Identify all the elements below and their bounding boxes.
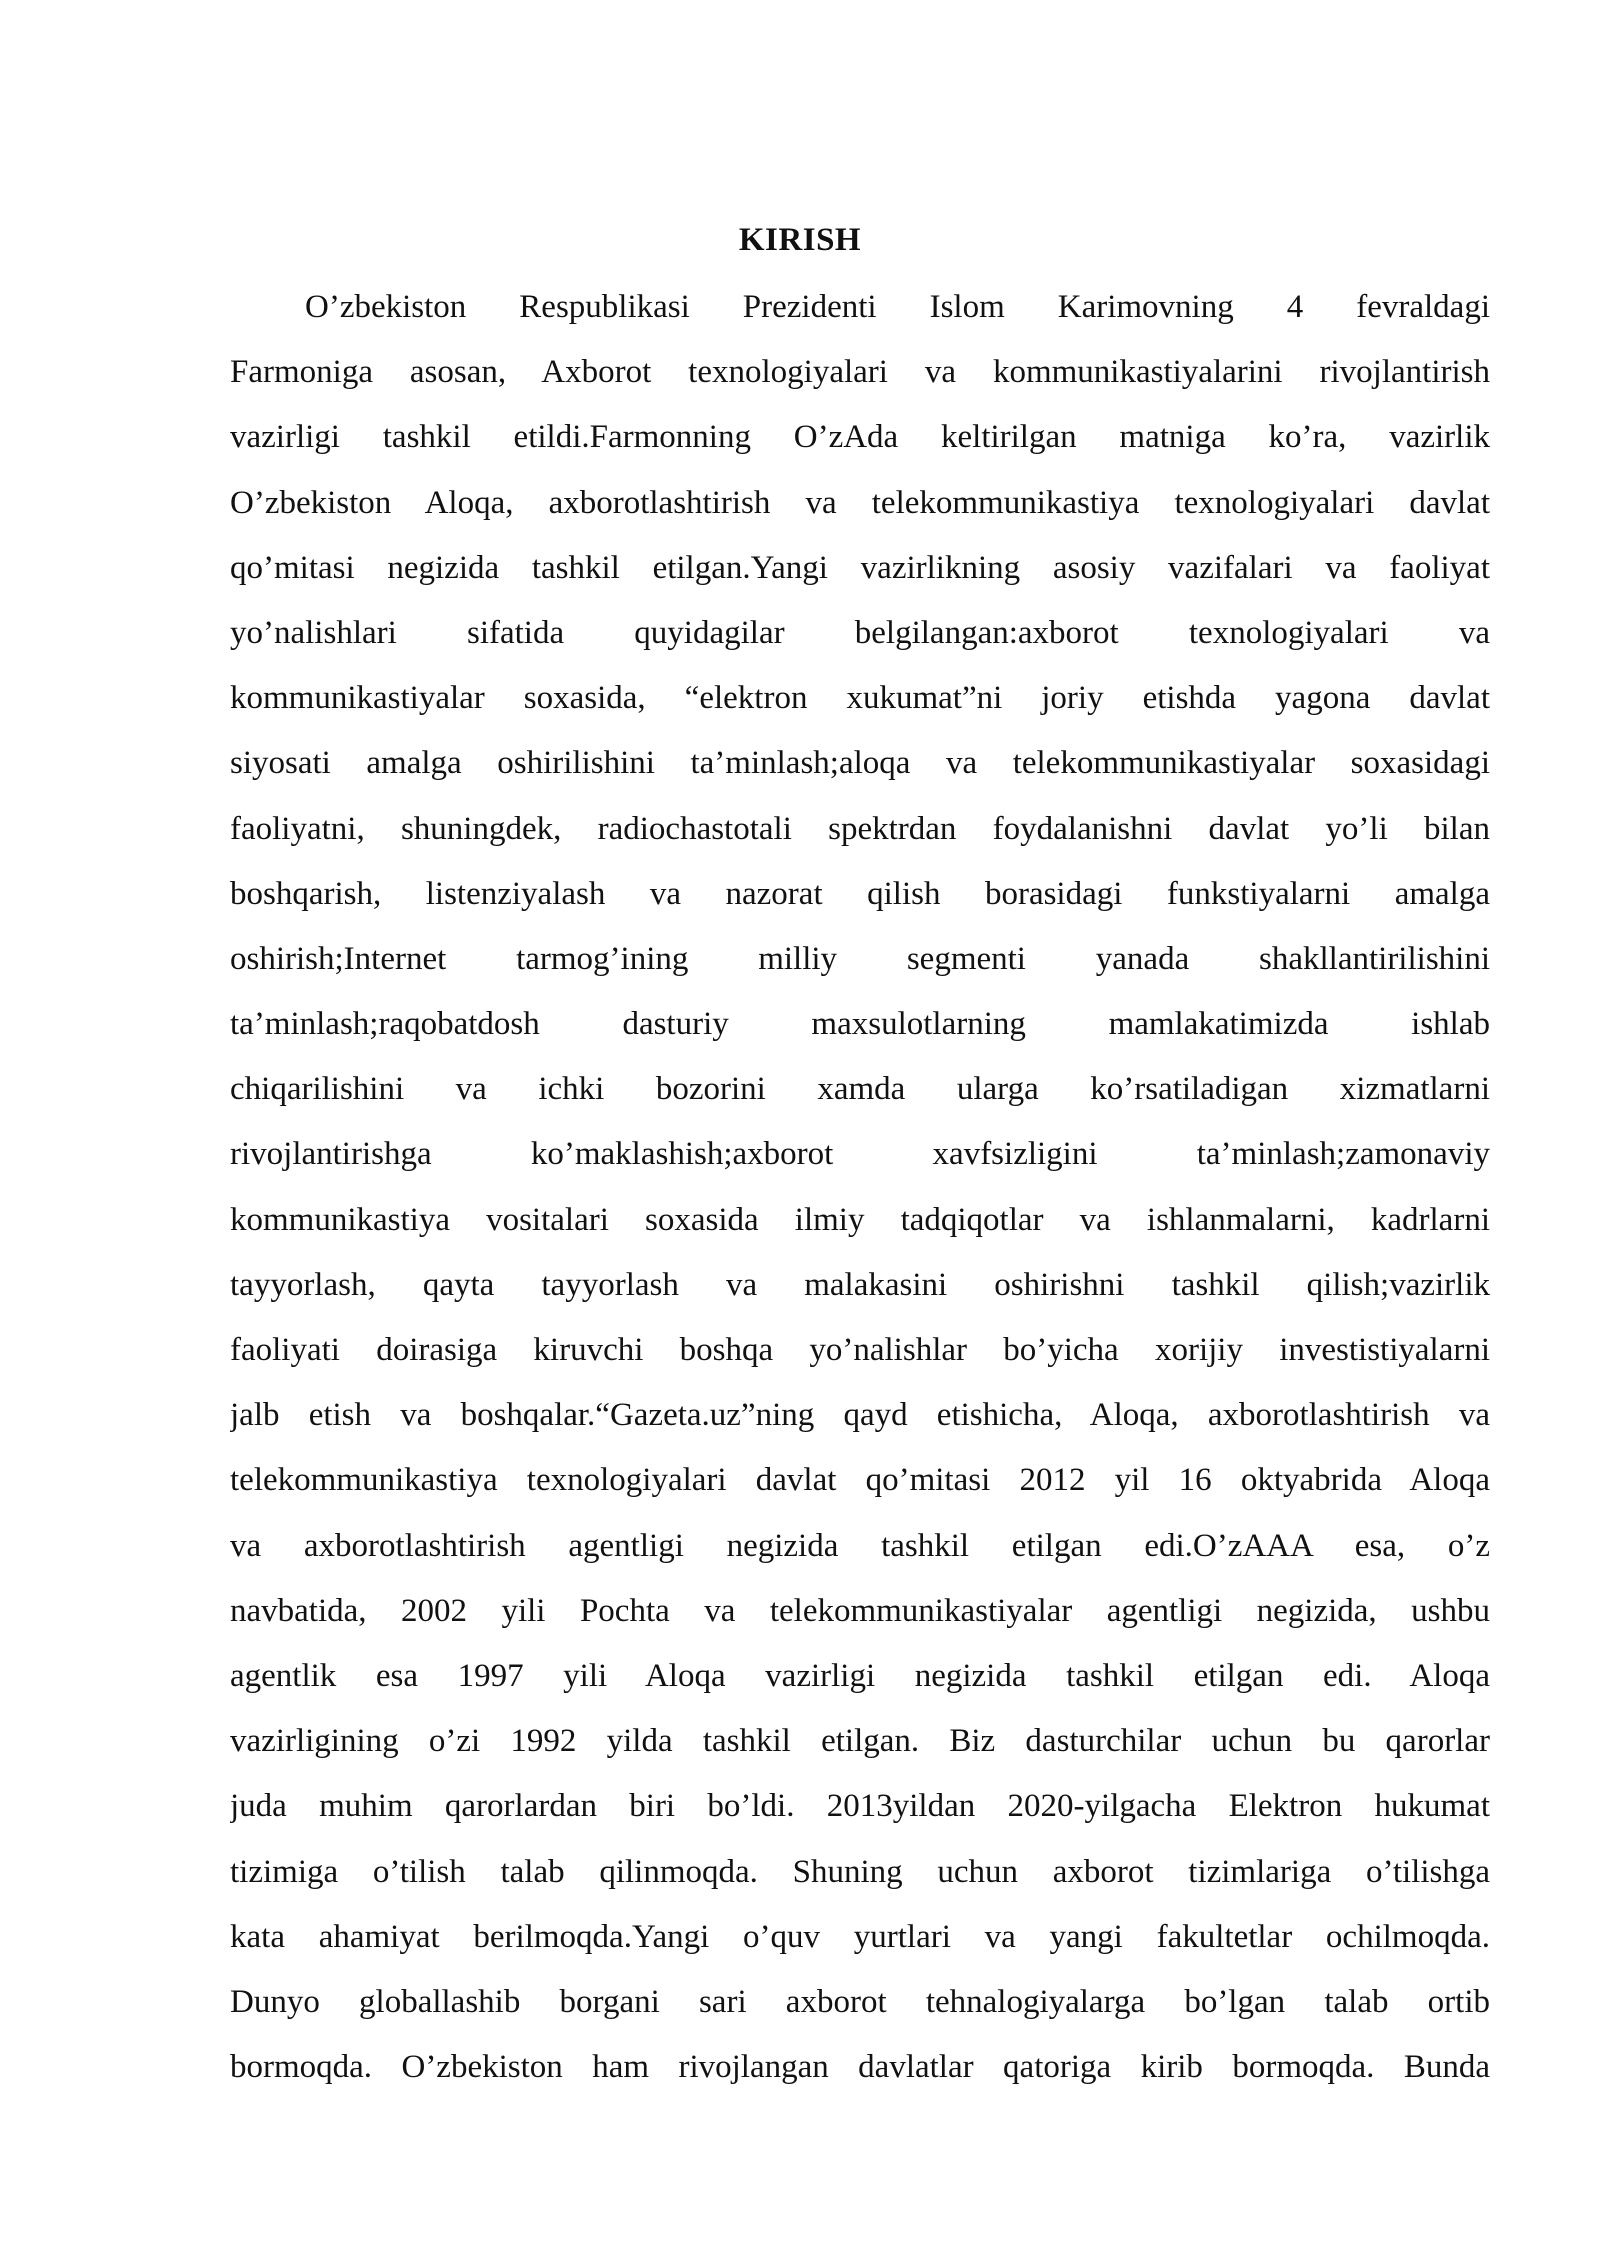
text-line: Farmoniga asosan, Axborot texnologiyalari va kommunikastiyalarini rivojlantirish [230,354,1490,391]
text-line: oshirish;Internet tarmog’ining milliy segmenti yanada shakllantirilishini [230,940,1490,977]
text-line: ta’minlash;raqobatdosh dasturiy maxsulotlarning mamlakatimizda ishlab [230,1006,1490,1043]
text-line: kommunikastiyalar soxasida, “elektron xukumat”ni joriy etishda yagona davlat [230,680,1490,717]
text-line: vazirligining o’zi 1992 yilda tashkil etilgan. Biz dasturchilar uchun bu qarorlar [230,1723,1490,1760]
text-line: kommunikastiya vositalari soxasida ilmiy tadqiqotlar va ishlanmalarni, kadrlarni [230,1201,1490,1238]
text-line: agentlik esa 1997 yili Aloqa vazirligi negizida tashkil etilgan edi. Aloqa [230,1657,1490,1694]
text-line: juda muhim qarorlardan biri bo’ldi. 2013yildan 2020-yilgacha Elektron hukumat [230,1788,1490,1825]
text-line: va axborotlashtirish agentligi negizida tashkil etilgan edi.O’zAAA esa, o’z [230,1527,1490,1564]
text-line: jalb etish va boshqalar.“Gazeta.uz”ning qayd etishicha, Aloqa, axborotlashtirish va [230,1397,1490,1434]
text-line: O’zbekiston Respublikasi Prezidenti Islom Karimovning 4 fevraldagi [305,289,1490,325]
text-line: boshqarish, listenziyalash va nazorat qilish borasidagi funkstiyalarni amalga [230,875,1490,912]
body-paragraph [230,283,1490,2108]
text-line: siyosati amalga oshirilishini ta’minlash;aloqa va telekommunikastiyalar soxasidagi [230,745,1490,782]
text-line: O’zbekiston Aloqa, axborotlashtirish va telekommunikastiya texnologiyalari davlat [230,484,1490,521]
text-line: chiqarilishini va ichki bozorini xamda ularga ko’rsatiladigan xizmatlarni [230,1071,1490,1108]
text-line: tizimiga o’tilish talab qilinmoqda. Shuning uchun axborot tizimlariga o’tilishga [230,1853,1490,1890]
text-line: Dunyo globallashib borgani sari axborot tehnalogiyalarga bo’lgan talab ortib [230,1983,1490,2020]
text-line: navbatida, 2002 yili Pochta va telekommunikastiyalar agentligi negizida, ushbu [230,1592,1490,1629]
text-line: faoliyatni, shuningdek, radiochastotali spektrdan foydalanishni davlat yo’li bilan [230,810,1490,847]
text-line: rivojlantirishga ko’maklashish;axborot xavfsizligini ta’minlash;zamonaviy [230,1136,1490,1173]
text-line: bormoqda. O’zbekiston ham rivojlangan davlatlar qatoriga kirib bormoqda. Bunda [230,2049,1490,2086]
text-line: telekommunikastiya texnologiyalari davlat qo’mitasi 2012 yil 16 oktyabrida Aloqa [230,1462,1490,1499]
page-title: KIRISH [738,222,862,258]
text-line: kata ahamiyat berilmoqda.Yangi o’quv yurtlari va yangi fakultetlar ochilmoqda. [230,1918,1490,1955]
text-line: vazirligi tashkil etildi.Farmonning O’zAda keltirilgan matniga ko’ra, vazirlik [230,419,1490,456]
text-line: yo’nalishlari sifatida quyidagilar belgilangan:axborot texnologiyalari va [230,614,1490,651]
text-line: tayyorlash, qayta tayyorlash va malakasini oshirishni tashkil qilish;vazirlik [230,1266,1490,1303]
text-line: faoliyati doirasiga kiruvchi boshqa yo’nalishlar bo’yicha xorijiy investistiyalarni [230,1332,1490,1368]
text-line: qo’mitasi negizida tashkil etilgan.Yangi vazirlikning asosiy vazifalari va faoliyat [230,549,1490,586]
